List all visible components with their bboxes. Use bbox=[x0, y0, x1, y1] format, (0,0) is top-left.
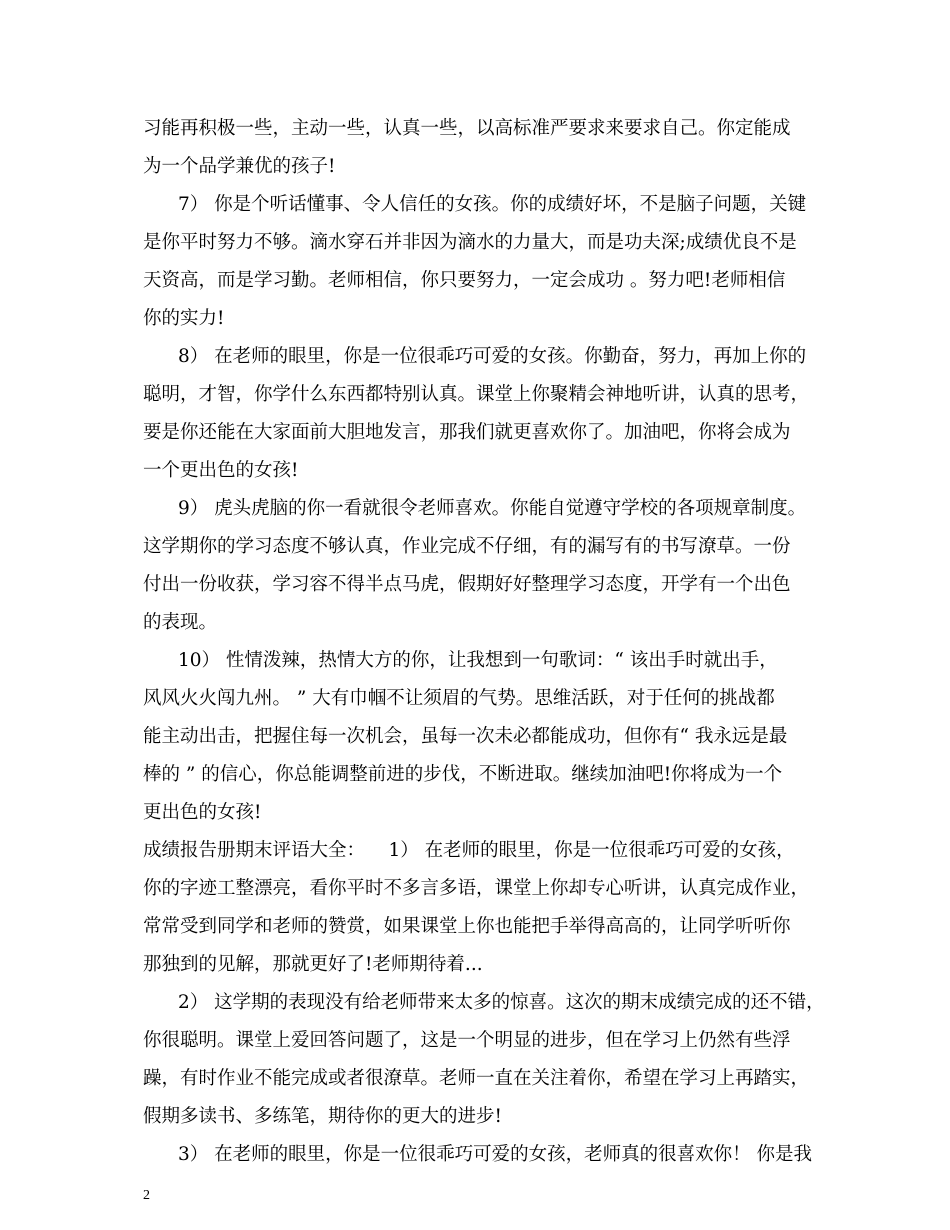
text-line: 你很聪明。课堂上爱回答问题了，这是一个明显的进步，但在学习上仍然有些浮 bbox=[143, 1030, 791, 1051]
text-line: 能主动出击，把握住每一次机会，虽每一次未必都能成功，但你有“ 我永远是最 bbox=[143, 726, 788, 747]
text-line: 天资高，而是学习勤。老师相信，你只要努力，一定会成功 。努力吧!老师相信 bbox=[143, 270, 786, 291]
text-line: 9） 虎头虎脑的你一看就很令老师喜欢。你能自觉遵守学校的各项规章制度。 bbox=[178, 498, 807, 519]
text-line: 3） 在老师的眼里，你是一位很乖巧可爱的女孩，老师真的很喜欢你！ 你是我 bbox=[178, 1144, 813, 1165]
text-line: 是你平时努力不够。滴水穿石并非因为滴水的力量大，而是功夫深;成绩优良不是 bbox=[143, 232, 797, 253]
text-line: 一个更出色的女孩! bbox=[143, 460, 299, 481]
text-line: 这学期你的学习态度不够认真，作业完成不仔细，有的漏写有的书写潦草。一份 bbox=[143, 536, 791, 557]
text-line: 更出色的女孩! bbox=[143, 802, 262, 823]
text-line: 付出一份收获，学习容不得半点马虎，假期好好整理学习态度，开学有一个出色 bbox=[143, 574, 791, 595]
text-line: 风风火火闯九州。 ” 大有巾帼不让须眉的气势。思维活跃，对于任何的挑战都 bbox=[143, 688, 775, 709]
text-line: 你的字迹工整漂亮，看你平时不多言多语，课堂上你却专心听讲，认真完成作业， bbox=[143, 878, 810, 899]
text-line: 10） 性情泼辣，热情大方的你，让我想到一句歌词：“ 该出手时就出手， bbox=[178, 650, 778, 671]
text-line: 躁，有时作业不能完成或者很潦草。老师一直在关注着你，希望在学习上再踏实， bbox=[143, 1068, 810, 1089]
text-line: 7） 你是个听话懂事、令人信任的女孩。你的成绩好坏，不是脑子问题，关键 bbox=[178, 194, 807, 215]
text-line: 棒的 ” 的信心，你总能调整前进的步伐，不断进取。继续加油吧!你将成为一个 bbox=[143, 764, 783, 785]
text-line: 8） 在老师的眼里，你是一位很乖巧可爱的女孩。你勤奋，努力，再加上你的 bbox=[178, 346, 807, 367]
section-heading-line: 成绩报告册期末评语大全： 1） 在老师的眼里，你是一位很乖巧可爱的女孩， bbox=[143, 840, 795, 861]
text-line: 你的实力! bbox=[143, 308, 225, 329]
text-line: 2） 这学期的表现没有给老师带来太多的惊喜。这次的期末成绩完成的还不错， bbox=[178, 992, 825, 1013]
text-line: 假期多读书、多练笔，期待你的更大的进步! bbox=[143, 1106, 502, 1127]
text-line: 那独到的见解，那就更好了!老师期待着... bbox=[143, 954, 483, 975]
text-line: 要是你还能在大家面前大胆地发言，那我们就更喜欢你了。加油吧，你将会成为 bbox=[143, 422, 791, 443]
text-line: 的表现。 bbox=[143, 612, 218, 633]
text-line: 习能再积极一些，主动一些，认真一些，以高标准严要求来要求自己。你定能成 bbox=[143, 118, 791, 139]
text-line: 常常受到同学和老师的赞赏，如果课堂上你也能把手举得高高的，让同学听听你 bbox=[143, 916, 791, 937]
page-number: 2 bbox=[143, 1188, 150, 1203]
text-line: 为一个品学兼优的孩子! bbox=[143, 156, 336, 177]
text-line: 聪明，才智，你学什么东西都特别认真。课堂上你聚精会神地听讲，认真的思考， bbox=[143, 384, 810, 405]
